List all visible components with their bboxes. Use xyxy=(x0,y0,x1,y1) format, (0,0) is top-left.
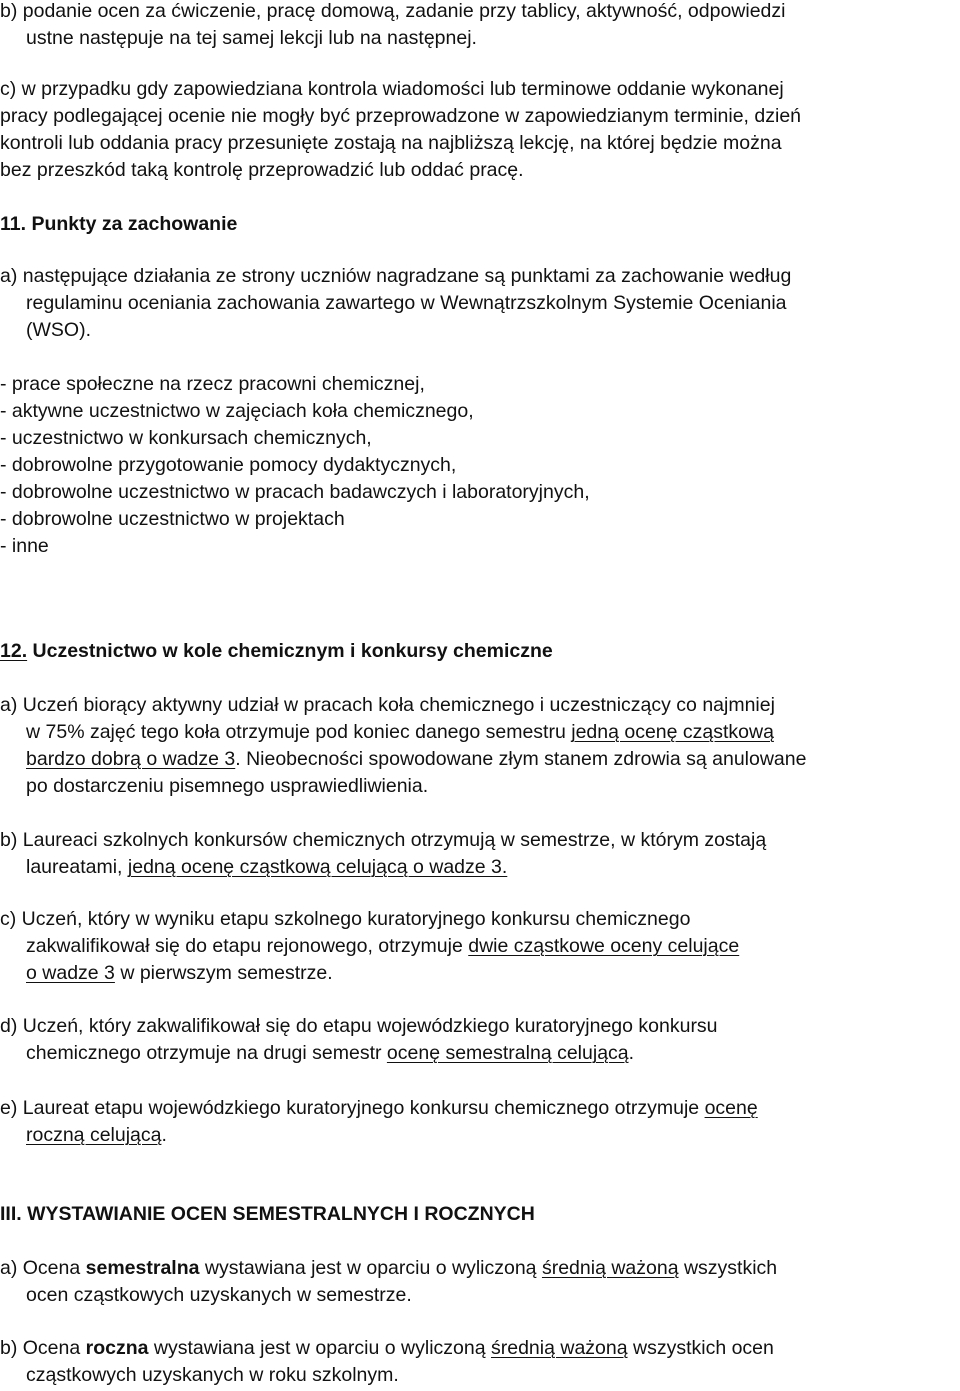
list-item: - inne xyxy=(0,535,49,557)
section-12-paragraph-b xyxy=(0,827,958,881)
section-title: Uczestnictwo w kole chemicznym i konkursy chemiczne xyxy=(32,640,553,662)
text-line: Uczeń, który zakwalifikował się do etapu wojewódzkiego kuratoryjnego konkursu xyxy=(22,1015,718,1037)
text-line: ustne następuje na tej samej lekcji lub na następnej. xyxy=(26,27,477,49)
item-prefix: b) xyxy=(0,829,23,851)
text-line: bez przeszkód taką kontrolę przeprowadzić lub oddać pracę. xyxy=(0,159,524,181)
text-line: następujące działania ze strony uczniów nagradzane są punktami za zachowanie według xyxy=(22,265,792,287)
text-line: . Nieobecności spowodowane złym stanem zdrowia są anulowane xyxy=(235,748,807,770)
list-item: - aktywne uczestnictwo w zajęciach koła chemicznego, xyxy=(0,400,474,422)
text-line: w pierwszym semestrze. xyxy=(114,962,333,984)
text-line: po dostarczeniu pisemnego usprawiedliwienia. xyxy=(26,775,429,797)
paragraph-c xyxy=(0,76,958,184)
text-line: Uczeń, który w wyniku etapu szkolnego kuratoryjnego konkursu chemicznego xyxy=(21,908,691,930)
text-line: c) w przypadku gdy zapowiedziana kontrola wiadomości lub terminowe oddanie wykonanej xyxy=(0,78,784,100)
list-item: - dobrowolne uczestnictwo w pracach badawczych i laboratoryjnych, xyxy=(0,481,590,503)
list-item: - dobrowolne przygotowanie pomocy dydaktycznych, xyxy=(0,454,457,476)
section-11-heading: 11. Punkty za zachowanie xyxy=(0,213,238,235)
item-prefix: d) xyxy=(0,1015,23,1037)
section-12-paragraph-e xyxy=(0,1095,958,1149)
text-line: wystawiana jest w oparciu o wyliczoną xyxy=(148,1337,491,1359)
bold-text: semestralna xyxy=(85,1257,200,1279)
list-item: - prace społeczne na rzecz pracowni chemicznej, xyxy=(0,373,425,395)
underlined-text: o wadze 3 xyxy=(26,962,115,984)
item-prefix: e) xyxy=(0,1097,23,1119)
paragraph-b xyxy=(0,0,958,52)
text-line: Laureaci szkolnych konkursów chemicznych otrzymują w semestrze, w którym zostają xyxy=(22,829,767,851)
text-line: wystawiana jest w oparciu o wyliczoną xyxy=(199,1257,542,1279)
text-line: wszystkich xyxy=(678,1257,778,1279)
item-prefix: a) xyxy=(0,694,23,716)
list-item: - dobrowolne uczestnictwo w projektach xyxy=(0,508,345,530)
text-line: w 75% zajęć tego koła otrzymuje pod koniec danego semestru xyxy=(26,721,572,743)
underlined-text: jedną ocenę cząstkową celującą o wadze 3. xyxy=(127,856,508,878)
activity-list xyxy=(0,371,958,560)
text-line: pracy podlegającej ocenie nie mogły być przeprowadzone w zapowiedzianym terminie, dzień xyxy=(0,105,802,127)
text-line: . xyxy=(161,1124,167,1146)
section-III-paragraph-b xyxy=(0,1335,958,1389)
underlined-text: bardzo dobrą o wadze 3 xyxy=(26,748,236,770)
section-12-paragraph-d xyxy=(0,1013,958,1067)
text-line: (WSO). xyxy=(26,319,91,341)
text-line: laureatami, xyxy=(26,856,128,878)
text-line: ocen cząstkowych uzyskanych w semestrze. xyxy=(26,1284,412,1306)
item-prefix: c) xyxy=(0,908,22,930)
underlined-text: roczną celującą xyxy=(26,1124,162,1146)
text-line: b) podanie ocen za ćwiczenie, pracę domową, zadanie przy tablicy, aktywność, odpowiedzi xyxy=(0,0,786,22)
text-line: regulaminu oceniania zachowania zawartego w Wewnątrzszkolnym Systemie Oceniania xyxy=(26,292,787,314)
section-III-paragraph-a xyxy=(0,1255,958,1309)
section-III-heading: III. WYSTAWIANIE OCEN SEMESTRALNYCH I ROCZNYCH xyxy=(0,1203,535,1225)
text-line: Laureat etapu wojewódzkiego kuratoryjnego konkursu chemicznego otrzymuje xyxy=(22,1097,705,1119)
text-line: b) Ocena xyxy=(0,1337,86,1359)
section-11-paragraph-a xyxy=(0,263,958,344)
text-line: chemicznego otrzymuje na drugi semestr xyxy=(26,1042,387,1064)
text-line: a) Ocena xyxy=(0,1257,86,1279)
bold-text: roczna xyxy=(85,1337,149,1359)
underlined-text: średnią ważoną xyxy=(490,1337,628,1359)
text-line: cząstkowych uzyskanych w roku szkolnym. xyxy=(26,1364,399,1386)
section-12-paragraph-c xyxy=(0,906,958,987)
section-12-paragraph-a xyxy=(0,692,958,800)
list-item: - uczestnictwo w konkursach chemicznych, xyxy=(0,427,372,449)
text-line: kontroli lub oddania pracy przesunięte zostają na najbliższą lekcję, na której będzie można xyxy=(0,132,782,154)
underlined-text: ocenę semestralną celującą xyxy=(386,1042,629,1064)
text-line: wszystkich ocen xyxy=(627,1337,774,1359)
underlined-text: jedną ocenę cząstkową xyxy=(571,721,774,743)
text-line: . xyxy=(628,1042,635,1064)
text-line: Uczeń biorący aktywny udział w pracach koła chemicznego i uczestniczący co najmniej xyxy=(22,694,775,716)
underlined-text: ocenę xyxy=(704,1097,758,1119)
text-line: zakwalifikował się do etapu rejonowego, otrzymuje xyxy=(26,935,469,957)
item-prefix: a) xyxy=(0,265,23,287)
section-12-heading xyxy=(0,638,958,665)
section-number: 12. xyxy=(0,640,28,662)
underlined-text: średnią ważoną xyxy=(541,1257,679,1279)
underlined-text: dwie cząstkowe oceny celujące xyxy=(468,935,740,957)
